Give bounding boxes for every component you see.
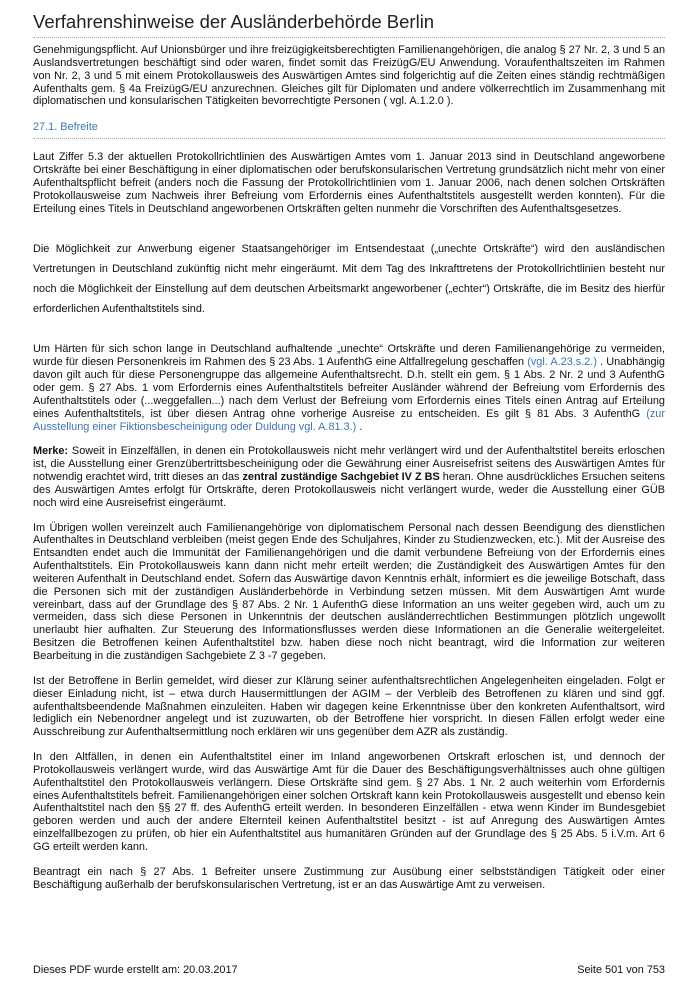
section-heading[interactable]: 27.1. Befreite — [33, 121, 98, 134]
footer-page-number: Seite 501 von 753 — [577, 964, 665, 976]
section-divider — [33, 138, 665, 139]
paragraph-4-text-c: . — [356, 420, 363, 433]
title-divider — [33, 37, 665, 38]
paragraph-8: In den Altfällen, in denen ein Aufenthaltstitel einer im Inland angeworbenen Ortskraft erloschen ist, und dennoch der Protokollausweis verlängert wurde, wird das Auswärtige Amt für die Dauer des Beschäftigungsverhältnisses auch ohne gültigen Aufenthaltstitel den Protokollausweis verlängern. Diese Ortskräfte sind gem. § 27 Abs. 1 Nr. 2 auch weiterhin vom Erfordernis eines Aufenthaltstitels befreit. Familienangehörigen einer solchen Ortskraft kann kein Protokollausweis ausgestellt und ebenso kein Aufenthaltstitel nach den §§ 27 ff. des AufenthG erteilt werden. In besonderen Einzelfällen - etwa wenn Kinder im Bundesgebiet geboren werden und auch der andere Elternteil keinen Aufenthaltstitel besitzt - ist auf Anregung des Auswärtigen Amtes einzelfallbezogen zu prüfen, ob hier ein Aufenthaltstitel aus humanitären Gründen auf der Grundlage des § 25 Abs. 5 i.V.m. Art 6 GG erteilt werden kann. — [33, 751, 665, 853]
section-heading-block — [33, 121, 665, 139]
paragraph-9: Beantragt ein nach § 27 Abs. 1 Befreiter unsere Zustimmung zur Ausübung einer selbstständigen Tätigkeit oder einer Beschäftigung außerhalb der berufskonsularischen Vertretung, ist er an das Auswärtige Amt zu verweisen. — [33, 865, 665, 891]
paragraph-1: Genehmigungspflicht. Auf Unionsbürger und ihre freizügigkeitsberechtigten Familienangehörigen, die analog § 27 Nr. 2, 3 und 5 an Auslandsvertretungen beschäftigt sind oder waren, findet somit das FreizügG/EU Anwendung. Voraufenthaltszeiten im Rahmen von Nr. 2, 3 und 5 mit einem Protokollausweis des Auswärtigen Amtes sind folgerichtig auf die Zeiten eines ständig rechtmäßigen Aufenthalts gem. § 4a FreizügG/EU anzurechnen. Gleiches gilt für Diplomaten und andere völkerrechtlich im Zusammenhang mit diplomatischen und konsularischen Tätigkeiten bevorrechtigte Personen ( vgl. A.1.2.0 ). — [33, 44, 665, 108]
paragraph-4-text-a: Um Härten für sich schon lange in Deutschland aufhaltende „unechte“ Ortskräfte und deren Familienangehörige zu vermeiden, wurde für diesen Personenkreis im Rahmen des § 23 Abs. 1 AufenthG eine Altfallregelung geschaffen — [33, 343, 665, 369]
paragraph-7: Ist der Betroffene in Berlin gemeldet, wird dieser zur Klärung seiner aufenthaltsrechtlichen Angelegenheiten eingeladen. Folgt er dieser Einladung nicht, ist – etwa durch Hausermittlungen der AGIM – der Verbleib des Betroffenen zu klären und sind ggf. aufenthaltsbeendende Maßnahmen einzuleiten. Haben wir dagegen keine Erkenntnisse über den konkreten Aufenthaltsort, wird lediglich ein Nebenordner angelegt und ist zuzuwarten, ob der Betroffene hier vorspricht. In diesen Fällen erfolgt weder eine Ausschreibung zur Aufenthaltsermittlung noch erklären wir uns gegenüber dem AZR als zuständig. — [33, 674, 665, 739]
link-a23-s2[interactable]: (vgl. A.23.s.2.) — [527, 356, 597, 369]
link-a81-3[interactable]: (zur Ausstellung einer Fiktionsbescheinigung oder Duldung vgl. A.81.3.) — [33, 407, 665, 433]
paragraph-2: Laut Ziffer 5.3 der aktuellen Protokollrichtlinien des Auswärtigen Amtes vom 1. Januar 2013 sind in Deutschland angeworbene Ortskräfte bei einer Beschäftigung in einer diplomatischen oder berufskonsularischen Vertretung grundsätzlich nicht mehr von einer Aufenthaltspflicht befreit (anders noch die Fassung der Protokollrichtlinien vom 1. Januar 2006, nach denen solchen Ortskräften Protokollausweise zum Nachweis ihrer Befreiung vom Erfordernis eines Aufenthaltstitels ausgestellt werden konnten). Für die Erteilung eines Titels in Deutschland angeworbenen Ortskräften gelten nunmehr die Vorschriften des Aufenthaltsgesetzes. — [33, 151, 666, 215]
paragraph-4 — [33, 343, 665, 433]
footer-created-date: Dieses PDF wurde erstellt am: 20.03.2017 — [33, 964, 238, 976]
merke-label: Merke: — [33, 445, 69, 458]
paragraph-5 — [33, 445, 665, 509]
paragraph-6: Im Übrigen wollen vereinzelt auch Familienangehörige von diplomatischem Personal nach dessen Beendigung des dienstlichen Aufenthaltes in Deutschland verbleiben (meist gegen Ende des Schuljahres, Kinder zu Studienzwecken, etc.). Mit der Ausreise des Entsandten endet auch die Immunität der Familienangehörigen und die damit verbundene Befreiung von der Erfordernis eines Aufenthaltstitels. Ein Protokollausweis kann dann nicht mehr erteilt werden; die Zuständigkeit des Auswärtigen Amtes für den weiteren Aufenthalt in Deutschland endet. Sofern das Auswärtige davon Kenntnis erhält, informiert es die jeweilige Botschaft, dass die Personen sich mit der zuständigen Ausländerbehörde in Verbindung setzen müssen. Mit dem Auswärtigen Amt wurde vereinbart, dass auf der Grundlage des § 87 Abs. 2 Nr. 1 AufenthG diese Information an uns weiter gegeben wird, auch um zu vermeiden, dass sich diese Personen in Unkenntnis der deutschen ausländerrechtlichen Bestimmungen plötzlich ungewollt unerlaubt hier aufhalten. Zur Steuerung des Informationsflusses werden diese Informationen an die Generalie weitergeleitet. Besitzen die Betroffenen keinen Aufenthaltstitel bzw. haben diese noch nicht beantragt, wird die Information zur weiteren Bearbeitung in die zuständigen Sachgebiete Z 3 -7 gegeben. — [33, 521, 665, 662]
sachgebiet-label: zentral zuständige Sachgebiet IV Z BS — [242, 471, 440, 484]
paragraph-5-text-a: Soweit in Einzelfällen, in denen ein Protokollausweis nicht mehr verlängert wird und der Aufenthaltstitel bereits erloschen ist, die Ausstellung einer Grenzübertrittsbescheinigung oder die Gewährung einer Ausreisefrist seitens des Auswärtigen Amtes für notwendig erachtet wird, tritt dieses an das — [33, 445, 665, 484]
page-title: Verfahrenshinweise der Ausländerbehörde Berlin — [33, 11, 435, 32]
paragraph-5-text-b: heran. Ohne ausdrückliches Ersuchen seitens des Auswärtigen Amtes erfolgt für Ortskräfte, deren Protokollausweis nicht verlängert wurde, weder die Ausstellung einer GÜB noch wird eine Ausreisefrist eingeräumt. — [33, 471, 665, 509]
paragraph-3: Die Möglichkeit zur Anwerbung eigener Staatsangehöriger im Entsendestaat („unechte Ortskräfte“) wird den ausländischen Vertretungen in Deutschland zukünftig nicht mehr eingeräumt. Mit dem Tag des Inkrafttretens der Protokollrichtlinien besteht nur noch die Möglichkeit der Einstellung auf dem deutschen Arbeitsmarkt angeworbener („echter“) Ortskräfte, die im Besitz des hierfür erforderlichen Aufenthaltstitels sind. — [33, 243, 665, 316]
document-body — [33, 40, 665, 892]
paragraph-4-text-b: . Unabhängig davon gilt auch für diese Personengruppe das allgemeine Aufenthaltsrecht. D.h. stellt ein gem. § 1 Abs. 2 Nr. 2 und 3 AufenthG oder gem. § 27 Abs. 1 vom Erfordernis eines Aufenthaltstitels befreiter Ausländer während der Befreiung vom Erfordernis des Aufenthaltstitels oder (...weggefallen...) nach dem Verlust der Befreiung vom Erfordernis eines Titels einen Antrag auf Erteilung eines Aufenthaltstitels, ist über diesen Antrag ohne vorherige Ausreise zu entscheiden. Es gilt § 81 Abs. 3 AufenthG — [33, 356, 665, 420]
